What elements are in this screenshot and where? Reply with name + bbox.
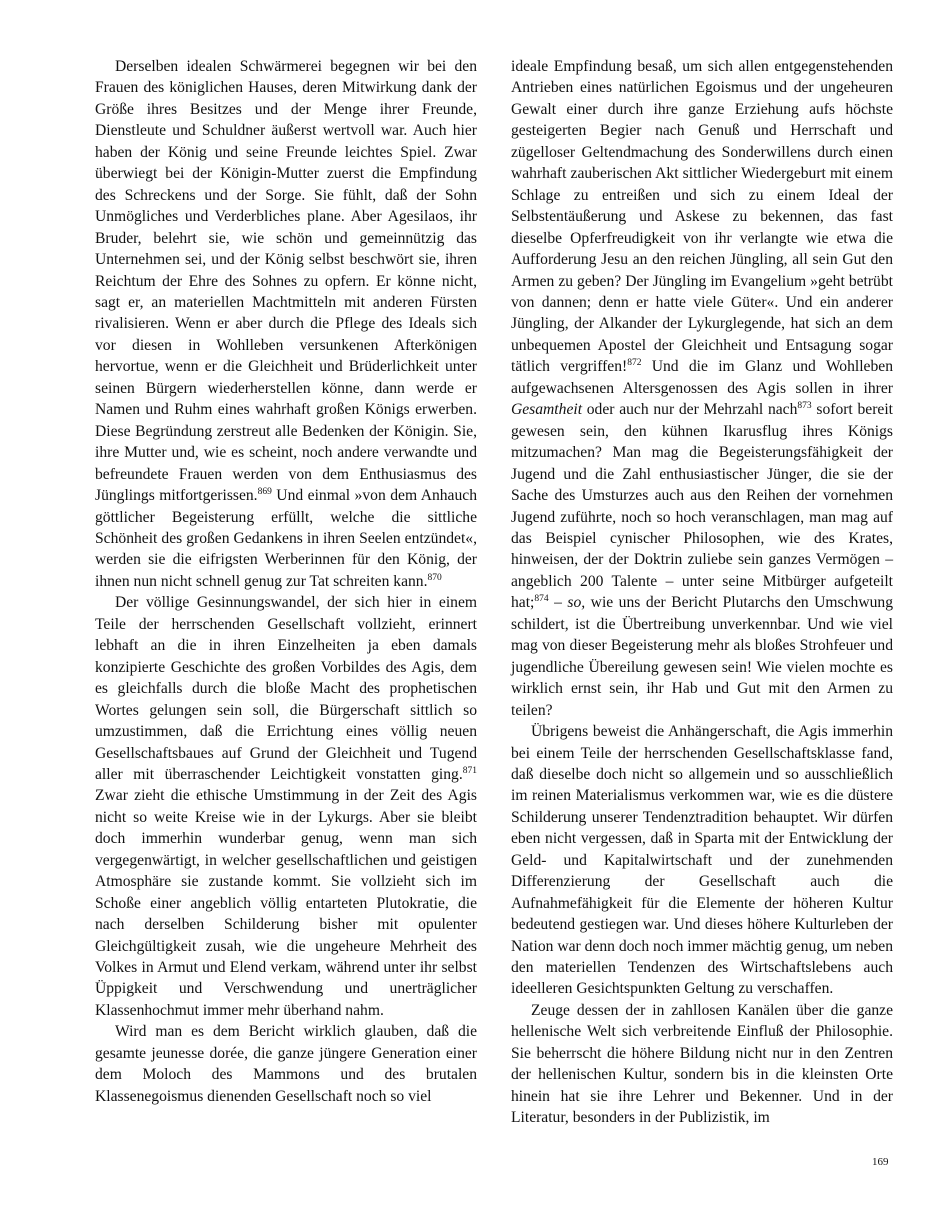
left-column bbox=[95, 56, 477, 1107]
paragraph-text: ideale Empfindung besaß, um sich allen entgegenstehenden Antrieben eines natürlichen Egoismus und der ungeheuren Gewalt einer durch ihre ganze Erziehung aufs höchste gesteigerten Begier nach Genuß und Herrschaft und zügelloser Geltendmachung des Sonderwillens durch einen wahrhaft zauberischen Akt sittlicher Wiedergeburt mit einem Schlage zu entreißen und sich zu einem Ideal der Selbstentäußerung und Askese zu bekennen, das fast dieselbe Opferfreudigkeit von ihr verlangte wie etwa die Aufforderung Jesu an den reichen Jüngling, all sein Gut den Armen zu geben? Der Jüngling im Evangelium »geht betrübt von dannen; denn er hatte viele Güter«. Und ein anderer Jüngling, der Alkander der Lykurglegende, hat sich an dem unbequemen Apostel der Gleichheit und Entsagung sogar tätlich vergriffen! bbox=[511, 58, 893, 376]
footnote-marker: 874 bbox=[534, 594, 549, 605]
paragraph bbox=[511, 56, 893, 721]
emphasized-text: Gesamtheit bbox=[511, 401, 583, 419]
footnote-marker: 869 bbox=[257, 487, 272, 498]
paragraph-text: Und einmal »von dem Anhauch göttlicher Begeisterung erfüllt, welche die sittliche Schönheit des großen Gedankens in ihren Seelen entzündet«, werden sie die eifrigsten Werberinnen für den König, der ihnen nun nicht schnell genug zur Tat schreiten kann. bbox=[95, 487, 477, 590]
footnote-marker: 873 bbox=[797, 401, 812, 412]
paragraph bbox=[95, 1021, 477, 1107]
paragraph bbox=[95, 56, 477, 592]
footnote-marker: 871 bbox=[462, 765, 477, 776]
paragraph-text: oder auch nur der Mehrzahl nach bbox=[582, 401, 798, 419]
emphasized-text: – so, bbox=[548, 594, 586, 612]
paragraph-text: wie uns der Bericht Plutarchs den Umschwung schildert, ist die Übertreibung unverkennbar. Und wie viel mag von dieser Begeisterung mehr als bloßes Strohfeuer und jugendliche Übereilung gewesen sein! Wie vielen mochte es wirklich ernst sein, ihr Hab und Gut mit den Armen zu teilen? bbox=[511, 594, 893, 719]
paragraph bbox=[511, 1000, 893, 1129]
footnote-marker: 870 bbox=[427, 572, 442, 583]
paragraph bbox=[95, 592, 477, 1021]
page-number: 169 bbox=[872, 1156, 889, 1168]
paragraph-text: Zeuge dessen der in zahllosen Kanälen über die ganze hellenische Welt sich verbreitende Einfluß der Philosophie. Sie beherrscht die höhere Bildung nicht nur in den Zentren der hellenischen Kultur, sondern bis in die kleinsten Orte hinein hat sie ihre Lehrer und Bekenner. Und in der Literatur, besonders in der Publizistik, im bbox=[511, 1001, 893, 1127]
paragraph-text: Und die im Glanz und Wohlleben aufgewachsenen Altersgenossen des Agis sollen in ihrer bbox=[511, 358, 893, 397]
paragraph-text: Derselben idealen Schwärmerei begegnen wir bei den Frauen des königlichen Hauses, deren Mitwirkung dank der Größe ihres Besitzes und der Menge ihrer Freunde, Dienstleute und Schuldner äußerst wertvoll war. Auch hier haben der König und seine Freunde leichtes Spiel. Zwar überwiegt bei der Königin-Mutter zuerst die Empfindung des Schreckens und der Sorge. Sie fühlt, daß der Sohn Unmögliches und Verderbliches plane. Aber Agesilaos, ihr Bruder, belehrt sie, wie schön und gemeinnützig das Unternehmen sei, und der König selbst beschwört sie, ihren Reichtum der Ehre des Sohnes zu opfern. Er könne nicht, sagt er, an materiellen Machtmitteln mit anderen Fürsten rivalisieren. Wenn er aber durch die Pflege des Ideals sich vor diesen in Wohlleben versunkenen Afterkönigen hervortue, wenn er die Gleichheit und Brüderlichkeit unter seinen Bürgern wiederherstellen könne, dann werde er Namen und Ruhm eines wahrhaft großen Königs erwerben. Diese Begründung zerstreut alle Bedenken der Königin. Sie, ihre Mutter und, wie es scheint, noch andere verwandte und befreundete Frauen werden von dem Enthusiasmus des Jünglings mitfortgerissen. bbox=[95, 58, 477, 505]
paragraph-text: Der völlige Gesinnungswandel, der sich hier in einem Teile der herrschenden Gesellschaft vollzieht, erinnert lebhaft an die in ihren Einzelheiten ja eben damals konzipierte Geschichte des großen Vorbildes des Agis, dem es gleichfalls durch die bloße Macht des prophetischen Wortes gelungen sein soll, die Bürgerschaft sittlich so umzustimmen, daß die Errichtung eines völlig neuen Gesellschaftsbaues auf Grund der Gleichheit und Tugend aller mit überraschender Leichtigkeit vonstatten ging. bbox=[95, 594, 477, 783]
paragraph-text: Wird man es dem Bericht wirklich glauben, daß die gesamte jeunesse dorée, die ganze jüngere Generation einer dem Moloch des Mammons und des brutalen Klassenegoismus dienenden Gesellschaft noch so viel bbox=[95, 1023, 477, 1105]
paragraph-text: Zwar zieht die ethische Umstimmung in der Zeit des Agis nicht so weite Kreise wie in der Lykurgs. Aber sie bleibt doch immerhin wunderbar genug, wenn man sich vergegenwärtigt, in welcher gesellschaftlichen und geistigen Atmosphäre sie zustande kommt. Sie vollzieht sich im Schoße einer angeblich völlig entarteten Plutokratie, die nach derselben Schilderung bisher mit opulenter Gleichgültigkeit zusah, wie die ungeheure Mehrheit des Volkes in Armut und Elend verkam, während unter ihr selbst Üppigkeit und Verschwendung und unerträglicher Klassenhochmut immer mehr überhand nahm. bbox=[95, 787, 477, 1019]
right-column bbox=[511, 56, 893, 1129]
footnote-marker: 872 bbox=[627, 358, 642, 369]
paragraph-text: sofort bereit gewesen sein, den kühnen Ikarusflug ihres Königs mitzumachen? Man mag die Begeisterungsfähigkeit der Jugend und die Zahl enthusiastischer Jünger, die sie der Sache des Umsturzes auch aus den Reihen der vornehmen Jugend zuführte, noch so hoch veranschlagen, man mag auf das Beispiel cynischer Philosophen, wie des Krates, hinweisen, der der Doktrin zuliebe sein ganzes Vermögen – angeblich 200 Talente – unter seine Mitbürger aufgeteilt hat; bbox=[511, 401, 893, 612]
paragraph bbox=[511, 721, 893, 1000]
paragraph-text: Übrigens beweist die Anhängerschaft, die Agis immerhin bei einem Teile der herrschenden Gesellschaftsklasse fand, daß dieselbe doch nicht so allgemein und so ausschließlich im reinen Materialismus verkommen war, wie es die düstere Schilderung unserer Tendenztradition behauptet. Wir dürfen eben nicht vergessen, daß in Sparta mit der Entwicklung der Geld- und Kapitalwirtschaft und der zunehmenden Differenzierung der Gesellschaft auch die Aufnahmefähigkeit für die Elemente der höheren Kultur bedeutend gestiegen war. Und dieses höhere Kulturleben der Nation war denn doch noch immer mächtig genug, um neben den materiellen Tendenzen des Wirtschaftslebens auch ideelleren Gesichtspunkten Geltung zu verschaffen. bbox=[511, 723, 893, 998]
